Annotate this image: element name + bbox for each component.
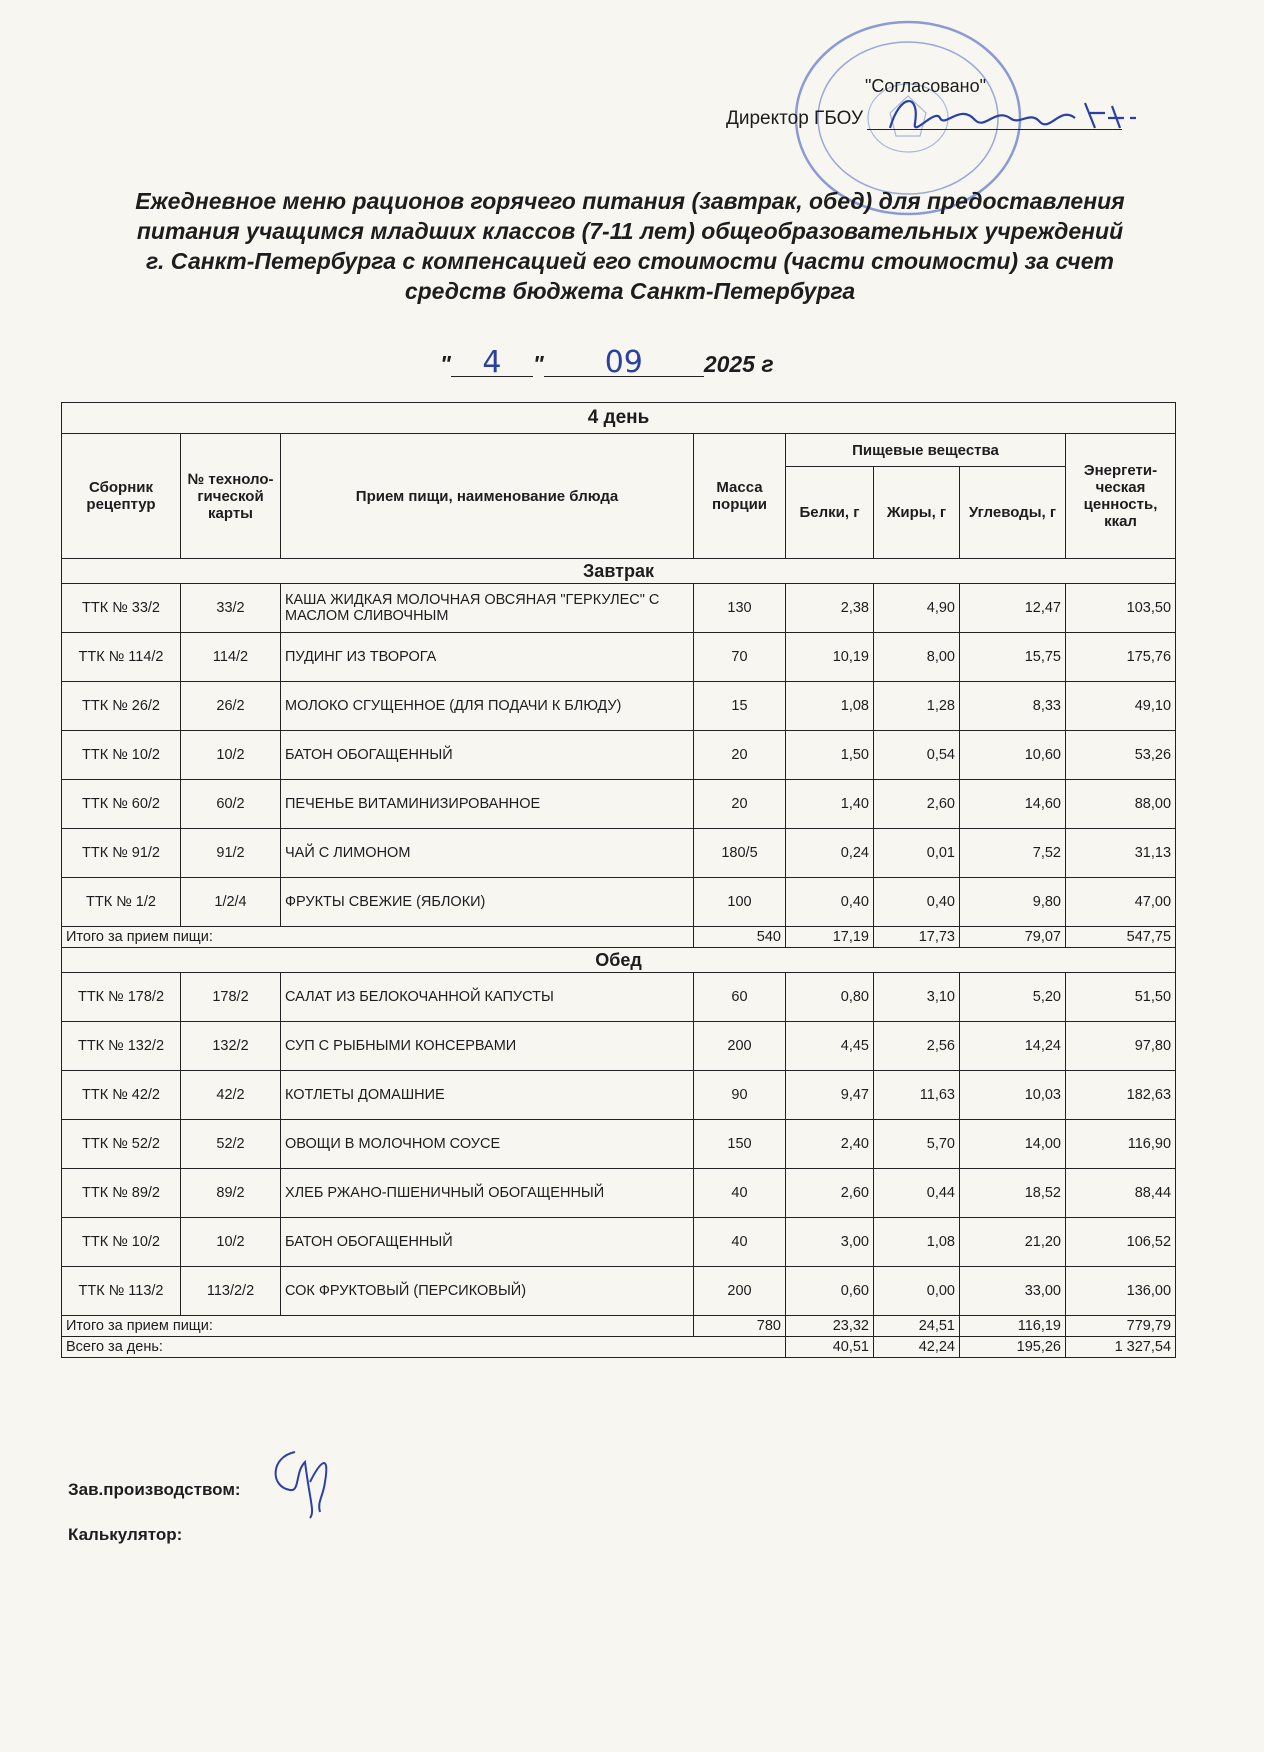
tech-card-number: 1/2/4 [181, 878, 281, 927]
production-head-label: Зав.производством: [68, 1480, 241, 1499]
protein-value: 10,19 [786, 633, 874, 682]
energy-value: 51,50 [1066, 973, 1176, 1022]
protein-value: 2,40 [786, 1120, 874, 1169]
carbs-value: 21,20 [960, 1218, 1066, 1267]
tech-card-number: 10/2 [181, 1218, 281, 1267]
table-row [62, 1218, 1176, 1267]
day-total-row [62, 1337, 1176, 1358]
section-breakfast: Завтрак [62, 559, 1176, 584]
recipe-collection: ТТК № 1/2 [62, 878, 181, 927]
tech-card-number: 132/2 [181, 1022, 281, 1071]
day-total-fat: 42,24 [874, 1337, 960, 1358]
tech-card-number: 89/2 [181, 1169, 281, 1218]
carbs-value: 12,47 [960, 584, 1066, 633]
table-row [62, 829, 1176, 878]
title-line-1: Ежедневное меню рационов горячего питания (завтрак, обед) для предоставления [135, 188, 1125, 214]
tech-card-number: 42/2 [181, 1071, 281, 1120]
day-total-energy: 1 327,54 [1066, 1337, 1176, 1358]
energy-value: 49,10 [1066, 682, 1176, 731]
fat-value: 0,44 [874, 1169, 960, 1218]
total-label: Итого за прием пищи: [62, 927, 694, 948]
table-row [62, 878, 1176, 927]
recipe-collection: ТТК № 132/2 [62, 1022, 181, 1071]
dish-name: ОВОЩИ В МОЛОЧНОМ СОУСЕ [281, 1120, 694, 1169]
header-nutrients: Пищевые вещества [786, 434, 1066, 467]
dish-name: ПУДИНГ ИЗ ТВОРОГА [281, 633, 694, 682]
header-collection: Сборник рецептур [62, 434, 181, 559]
header-tech-card: № техноло-гической карты [181, 434, 281, 559]
dish-name: ЧАЙ С ЛИМОНОМ [281, 829, 694, 878]
tech-card-number: 10/2 [181, 731, 281, 780]
document-title [60, 186, 1200, 306]
tech-card-number: 91/2 [181, 829, 281, 878]
energy-value: 31,13 [1066, 829, 1176, 878]
total-carbs: 79,07 [960, 927, 1066, 948]
table-row [62, 1022, 1176, 1071]
protein-value: 0,40 [786, 878, 874, 927]
header-carbs: Углеводы, г [960, 467, 1066, 559]
protein-value: 9,47 [786, 1071, 874, 1120]
total-energy: 779,79 [1066, 1316, 1176, 1337]
recipe-collection: ТТК № 114/2 [62, 633, 181, 682]
energy-value: 47,00 [1066, 878, 1176, 927]
tech-card-number: 178/2 [181, 973, 281, 1022]
tech-card-number: 33/2 [181, 584, 281, 633]
portion-mass: 100 [694, 878, 786, 927]
protein-value: 2,38 [786, 584, 874, 633]
dish-name: МОЛОКО СГУЩЕННОЕ (ДЛЯ ПОДАЧИ К БЛЮДУ) [281, 682, 694, 731]
carbs-value: 7,52 [960, 829, 1066, 878]
total-label: Итого за прием пищи: [62, 1316, 694, 1337]
tech-card-number: 26/2 [181, 682, 281, 731]
energy-value: 175,76 [1066, 633, 1176, 682]
recipe-collection: ТТК № 26/2 [62, 682, 181, 731]
table-row [62, 682, 1176, 731]
portion-mass: 40 [694, 1169, 786, 1218]
table-row [62, 780, 1176, 829]
section-lunch: Обед [62, 948, 1176, 973]
table-row [62, 1120, 1176, 1169]
lunch-rows [62, 973, 1176, 1316]
carbs-value: 8,33 [960, 682, 1066, 731]
portion-mass: 15 [694, 682, 786, 731]
protein-value: 3,00 [786, 1218, 874, 1267]
menu-table [61, 402, 1176, 1358]
table-row [62, 973, 1176, 1022]
protein-value: 1,08 [786, 682, 874, 731]
dish-name: ХЛЕБ РЖАНО-ПШЕНИЧНЫЙ ОБОГАЩЕННЫЙ [281, 1169, 694, 1218]
fat-value: 0,01 [874, 829, 960, 878]
carbs-value: 14,00 [960, 1120, 1066, 1169]
carbs-value: 10,60 [960, 731, 1066, 780]
recipe-collection: ТТК № 89/2 [62, 1169, 181, 1218]
table-row [62, 731, 1176, 780]
lunch-total-row [62, 1316, 1176, 1337]
dish-name: ПЕЧЕНЬЕ ВИТАМИНИЗИРОВАННОЕ [281, 780, 694, 829]
protein-value: 0,60 [786, 1267, 874, 1316]
table-row [62, 1169, 1176, 1218]
director-label: Директор ГБОУ [726, 108, 864, 129]
energy-value: 103,50 [1066, 584, 1176, 633]
header-dish: Прием пищи, наименование блюда [281, 434, 694, 559]
date-year: 2025 г [703, 351, 774, 377]
tech-card-number: 114/2 [181, 633, 281, 682]
breakfast-total-row [62, 927, 1176, 948]
energy-value: 97,80 [1066, 1022, 1176, 1071]
total-fat: 24,51 [874, 1316, 960, 1337]
protein-value: 0,80 [786, 973, 874, 1022]
recipe-collection: ТТК № 178/2 [62, 973, 181, 1022]
date-line [440, 345, 774, 380]
fat-value: 11,63 [874, 1071, 960, 1120]
total-fat: 17,73 [874, 927, 960, 948]
carbs-value: 18,52 [960, 1169, 1066, 1218]
portion-mass: 150 [694, 1120, 786, 1169]
recipe-collection: ТТК № 33/2 [62, 584, 181, 633]
total-carbs: 116,19 [960, 1316, 1066, 1337]
total-mass: 780 [694, 1316, 786, 1337]
portion-mass: 60 [694, 973, 786, 1022]
tech-card-number: 113/2/2 [181, 1267, 281, 1316]
portion-mass: 200 [694, 1267, 786, 1316]
table-row [62, 584, 1176, 633]
dish-name: СУП С РЫБНЫМИ КОНСЕРВАМИ [281, 1022, 694, 1071]
header-fat: Жиры, г [874, 467, 960, 559]
fat-value: 0,00 [874, 1267, 960, 1316]
table-row [62, 1071, 1176, 1120]
title-line-3: г. Санкт-Петербурга с компенсацией его стоимости (части стоимости) за счет [146, 248, 1114, 274]
approval-label: "Согласовано" [865, 76, 987, 96]
energy-value: 88,00 [1066, 780, 1176, 829]
day-label: 4 день [62, 403, 1176, 434]
day-total-label: Всего за день: [62, 1337, 786, 1358]
portion-mass: 40 [694, 1218, 786, 1267]
fat-value: 8,00 [874, 633, 960, 682]
fat-value: 4,90 [874, 584, 960, 633]
dish-name: ФРУКТЫ СВЕЖИЕ (ЯБЛОКИ) [281, 878, 694, 927]
recipe-collection: ТТК № 52/2 [62, 1120, 181, 1169]
portion-mass: 20 [694, 780, 786, 829]
calculator-label: Калькулятор: [68, 1525, 183, 1544]
date-mid-quote: " [532, 351, 544, 377]
production-head-signature [265, 1442, 345, 1522]
recipe-collection: ТТК № 60/2 [62, 780, 181, 829]
dish-name: КАША ЖИДКАЯ МОЛОЧНАЯ ОВСЯНАЯ "ГЕРКУЛЕС" С МАСЛОМ СЛИВОЧНЫМ [281, 584, 694, 633]
protein-value: 1,40 [786, 780, 874, 829]
header-mass: Масса порции [694, 434, 786, 559]
portion-mass: 180/5 [694, 829, 786, 878]
recipe-collection: ТТК № 91/2 [62, 829, 181, 878]
fat-value: 3,10 [874, 973, 960, 1022]
header-protein: Белки, г [786, 467, 874, 559]
breakfast-rows [62, 584, 1176, 927]
protein-value: 2,60 [786, 1169, 874, 1218]
director-signature [880, 88, 1180, 148]
recipe-collection: ТТК № 10/2 [62, 1218, 181, 1267]
day-total-protein: 40,51 [786, 1337, 874, 1358]
title-line-4: средств бюджета Санкт-Петербурга [404, 278, 856, 304]
date-open-quote: " [440, 351, 451, 377]
carbs-value: 33,00 [960, 1267, 1066, 1316]
dish-name: БАТОН ОБОГАЩЕННЫЙ [281, 1218, 694, 1267]
energy-value: 88,44 [1066, 1169, 1176, 1218]
fat-value: 0,40 [874, 878, 960, 927]
total-protein: 17,19 [786, 927, 874, 948]
date-month: 09 [544, 350, 704, 377]
total-protein: 23,32 [786, 1316, 874, 1337]
day-total-carbs: 195,26 [960, 1337, 1066, 1358]
energy-value: 53,26 [1066, 731, 1176, 780]
carbs-value: 14,60 [960, 780, 1066, 829]
portion-mass: 70 [694, 633, 786, 682]
fat-value: 2,60 [874, 780, 960, 829]
fat-value: 5,70 [874, 1120, 960, 1169]
carbs-value: 14,24 [960, 1022, 1066, 1071]
recipe-collection: ТТК № 10/2 [62, 731, 181, 780]
fat-value: 1,08 [874, 1218, 960, 1267]
tech-card-number: 52/2 [181, 1120, 281, 1169]
portion-mass: 90 [694, 1071, 786, 1120]
carbs-value: 15,75 [960, 633, 1066, 682]
title-line-2: питания учащимся младших классов (7-11 лет) общеобразовательных учреждений [136, 218, 1124, 244]
total-energy: 547,75 [1066, 927, 1176, 948]
energy-value: 106,52 [1066, 1218, 1176, 1267]
carbs-value: 9,80 [960, 878, 1066, 927]
protein-value: 4,45 [786, 1022, 874, 1071]
table-row [62, 633, 1176, 682]
date-day: 4 [451, 350, 533, 377]
header-energy: Энергети-ческая ценность, ккал [1066, 434, 1176, 559]
fat-value: 0,54 [874, 731, 960, 780]
total-mass: 540 [694, 927, 786, 948]
portion-mass: 20 [694, 731, 786, 780]
protein-value: 0,24 [786, 829, 874, 878]
dish-name: СОК ФРУКТОВЫЙ (ПЕРСИКОВЫЙ) [281, 1267, 694, 1316]
energy-value: 136,00 [1066, 1267, 1176, 1316]
energy-value: 116,90 [1066, 1120, 1176, 1169]
carbs-value: 10,03 [960, 1071, 1066, 1120]
recipe-collection: ТТК № 42/2 [62, 1071, 181, 1120]
recipe-collection: ТТК № 113/2 [62, 1267, 181, 1316]
fat-value: 1,28 [874, 682, 960, 731]
carbs-value: 5,20 [960, 973, 1066, 1022]
portion-mass: 200 [694, 1022, 786, 1071]
dish-name: КОТЛЕТЫ ДОМАШНИЕ [281, 1071, 694, 1120]
protein-value: 1,50 [786, 731, 874, 780]
portion-mass: 130 [694, 584, 786, 633]
tech-card-number: 60/2 [181, 780, 281, 829]
table-row [62, 1267, 1176, 1316]
dish-name: САЛАТ ИЗ БЕЛОКОЧАННОЙ КАПУСТЫ [281, 973, 694, 1022]
fat-value: 2,56 [874, 1022, 960, 1071]
dish-name: БАТОН ОБОГАЩЕННЫЙ [281, 731, 694, 780]
energy-value: 182,63 [1066, 1071, 1176, 1120]
